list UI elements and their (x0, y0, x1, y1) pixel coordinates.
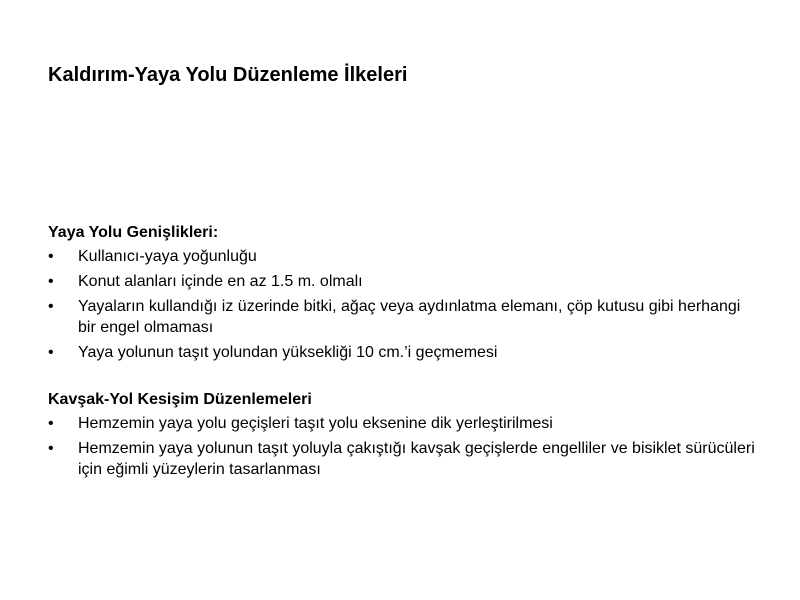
bullet-list (48, 413, 758, 480)
section-intersection-arrangements (48, 389, 758, 480)
slide-body (48, 222, 758, 484)
bullet-text: Yayaların kullandığı iz üzerinde bitki, ağaç veya aydınlatma elemanı, çöp kutusu gibi herhangi bir engel olmaması (78, 298, 741, 336)
slide-title: Kaldırım-Yaya Yolu Düzenleme İlkeleri (48, 64, 408, 86)
bullet-icon: • (48, 298, 54, 315)
bullet-text: Konut alanları içinde en az 1.5 m. olmalı (78, 273, 363, 290)
bullet-icon: • (48, 273, 54, 290)
bullet-text: Kullanıcı-yaya yoğunluğu (78, 248, 257, 265)
bullet-icon: • (48, 440, 54, 457)
bullet-text: Yaya yolunun taşıt yolundan yüksekliği 10 cm.’i geçmemesi (78, 344, 498, 361)
bullet-item (48, 438, 758, 480)
bullet-list (48, 246, 758, 363)
section-walkway-widths (48, 222, 758, 363)
section-heading: Kavşak-Yol Kesişim Düzenlemeleri (48, 391, 312, 408)
section-heading: Yaya Yolu Genişlikleri: (48, 224, 219, 241)
bullet-item (48, 342, 758, 363)
bullet-text: Hemzemin yaya yolunun taşıt yoluyla çakıştığı kavşak geçişlerde engelliler ve bisiklet sürücüleri için eğimli yüzeylerin tasarlanması (78, 440, 755, 478)
bullet-icon: • (48, 344, 54, 361)
bullet-item (48, 296, 758, 338)
bullet-icon: • (48, 415, 54, 432)
bullet-item (48, 246, 758, 267)
section-spacer (48, 367, 758, 389)
bullet-item (48, 271, 758, 292)
bullet-text: Hemzemin yaya yolu geçişleri taşıt yolu eksenine dik yerleştirilmesi (78, 415, 553, 432)
bullet-item (48, 413, 758, 434)
bullet-icon: • (48, 248, 54, 265)
